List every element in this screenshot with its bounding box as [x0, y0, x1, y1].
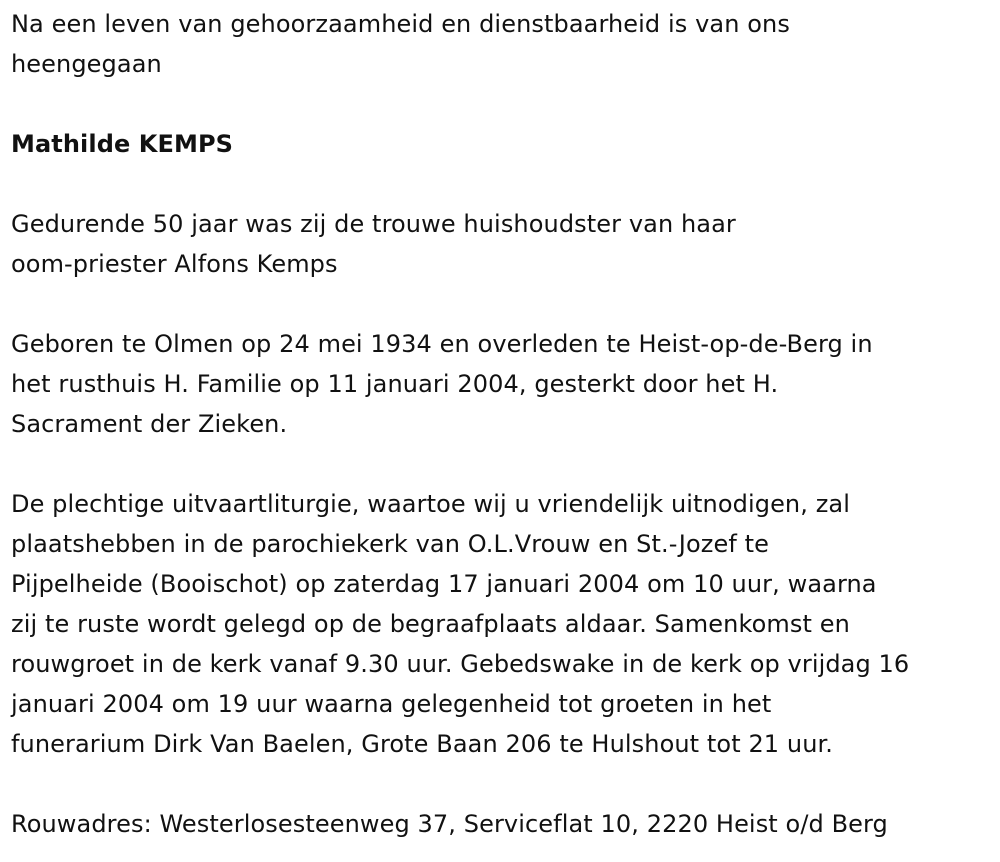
role-line: Gedurende 50 jaar was zij de trouwe huishoudster van haar — [11, 210, 736, 238]
funeral-line: plaatshebben in de parochiekerk van O.L.Vrouw en St.-Jozef te — [11, 530, 769, 558]
funeral-paragraph — [11, 484, 996, 764]
funeral-line: Pijpelheide (Booischot) op zaterdag 17 januari 2004 om 10 uur, waarna — [11, 570, 877, 598]
paragraph-spacer — [11, 764, 996, 804]
mourning-address: Rouwadres: Westerlosesteenweg 37, Serviceflat 10, 2220 Heist o/d Berg — [11, 810, 888, 838]
paragraph-spacer — [11, 164, 996, 204]
deceased-name: Mathilde KEMPS — [11, 130, 234, 158]
funeral-line: januari 2004 om 19 uur waarna gelegenheid tot groeten in het — [11, 690, 772, 718]
paragraph-spacer — [11, 84, 996, 124]
address-paragraph — [11, 804, 996, 844]
role-line: oom-priester Alfons Kemps — [11, 250, 338, 278]
paragraph-spacer — [11, 444, 996, 484]
intro-paragraph — [11, 4, 996, 84]
birth-death-line: Geboren te Olmen op 24 mei 1934 en overleden te Heist-op-de-Berg in — [11, 330, 873, 358]
name-paragraph — [11, 124, 996, 164]
intro-line: heengegaan — [11, 50, 162, 78]
intro-line: Na een leven van gehoorzaamheid en dienstbaarheid is van ons — [11, 10, 790, 38]
obituary-text — [11, 4, 996, 844]
paragraph-spacer — [11, 284, 996, 324]
funeral-line: zij te ruste wordt gelegd op de begraafplaats aldaar. Samenkomst en — [11, 610, 850, 638]
funeral-line: De plechtige uitvaartliturgie, waartoe wij u vriendelijk uitnodigen, zal — [11, 490, 850, 518]
birth-death-line: het rusthuis H. Familie op 11 januari 2004, gesterkt door het H. — [11, 370, 779, 398]
funeral-line: rouwgroet in de kerk vanaf 9.30 uur. Gebedswake in de kerk op vrijdag 16 — [11, 650, 910, 678]
birth-death-line: Sacrament der Zieken. — [11, 410, 288, 438]
role-paragraph — [11, 204, 996, 284]
birth-death-paragraph — [11, 324, 996, 444]
funeral-line: funerarium Dirk Van Baelen, Grote Baan 206 te Hulshout tot 21 uur. — [11, 730, 834, 758]
